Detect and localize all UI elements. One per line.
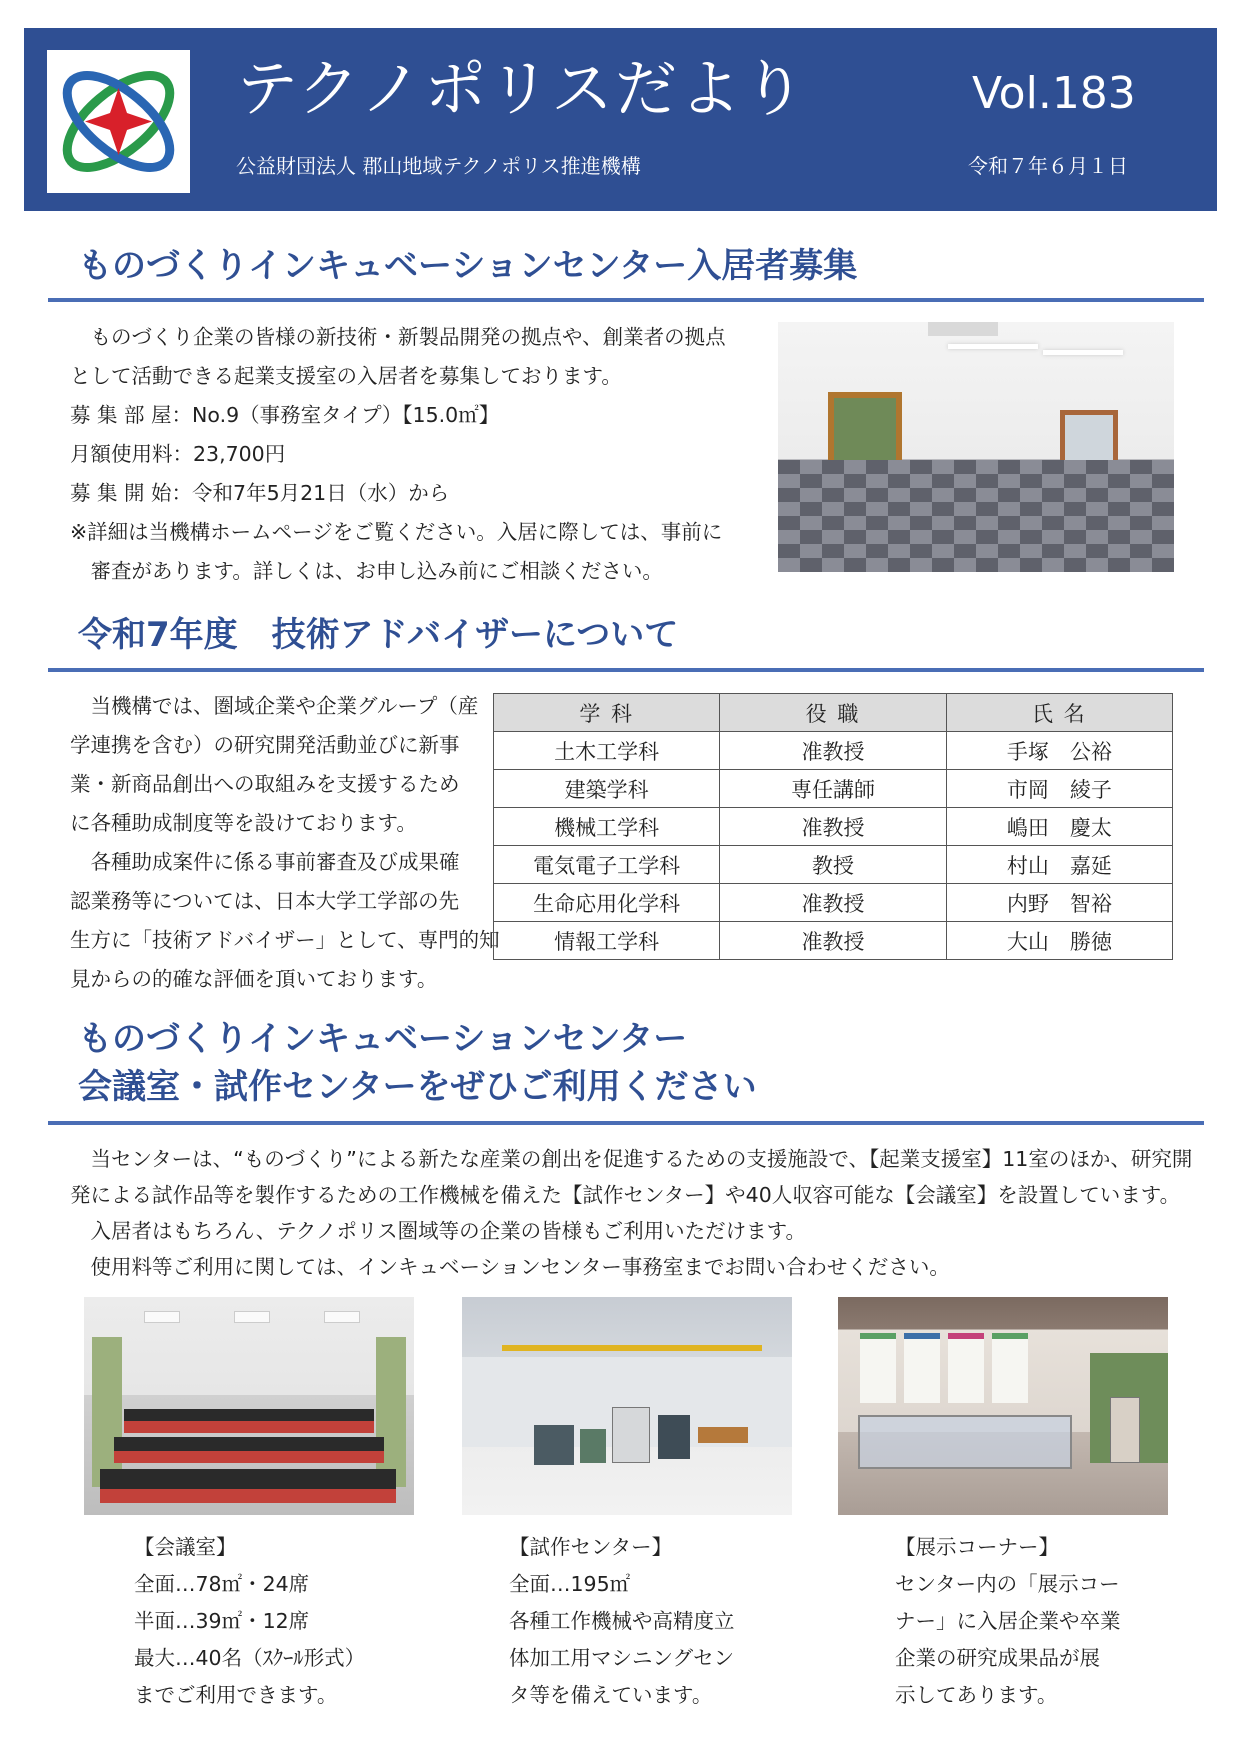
name-cell: 手塚 公裕 (946, 732, 1172, 770)
advisor-line: 各種助成案件に係る事前審査及び成果確 (70, 850, 460, 874)
position-cell: 准教授 (720, 808, 946, 846)
section-facilities-title-line1: ものづくりインキュベーションセンター (78, 1019, 688, 1059)
exhibition-corner-photo (838, 1297, 1168, 1515)
name-cell: 市岡 綾子 (946, 770, 1172, 808)
caption-line: 体加工用マシニングセン (509, 1646, 735, 1670)
section-incubation-recruitment-title: ものづくりインキュベーションセンター入居者募集 (78, 246, 858, 286)
department-cell: 土木工学科 (494, 732, 720, 770)
column-header-position: 役 職 (720, 694, 946, 732)
table-row (494, 922, 1173, 960)
table-row (494, 808, 1173, 846)
column-header-name: 氏 名 (946, 694, 1172, 732)
department-cell: 機械工学科 (494, 808, 720, 846)
recruitment-line: ものづくり企業の皆様の新技術・新製品開発の拠点や、創業者の拠点 (70, 325, 726, 349)
recruitment-room: 募 集 部 屋：No.9（事務室タイプ）【15.0㎡】 (70, 403, 500, 427)
recruitment-fee: 月額使用料：23,700円 (70, 442, 286, 466)
facilities-line: 使用料等ご利用に関しては、インキュベーションセンター事務室までお問い合わせください。 (70, 1255, 950, 1279)
name-cell: 村山 嘉延 (946, 846, 1172, 884)
advisor-line: 生方に「技術アドバイザー」として、専門的知 (70, 928, 500, 952)
prototype-center-caption (509, 1529, 735, 1714)
caption-heading: 【会議室】 (134, 1535, 237, 1559)
caption-line: までご利用できます。 (134, 1683, 338, 1707)
name-cell: 大山 勝徳 (946, 922, 1172, 960)
department-cell: 情報工学科 (494, 922, 720, 960)
position-cell: 教授 (720, 846, 946, 884)
caption-line: 示してあります。 (895, 1683, 1058, 1707)
table-header-row (494, 694, 1173, 732)
organization-logo (47, 50, 190, 193)
caption-line: 半面…39㎡・12席 (134, 1609, 310, 1633)
caption-heading: 【展示コーナー】 (895, 1535, 1059, 1559)
section-divider (48, 298, 1204, 302)
position-cell: 准教授 (720, 884, 946, 922)
department-cell: 建築学科 (494, 770, 720, 808)
advisor-line: に各種助成制度等を設けております。 (70, 811, 417, 835)
department-cell: 電気電子工学科 (494, 846, 720, 884)
advisor-line: 学連携を含む）の研究開発活動並びに新事 (70, 733, 460, 757)
conference-room-photo (84, 1297, 414, 1515)
prototype-center-photo (462, 1297, 792, 1515)
column-header-department: 学 科 (494, 694, 720, 732)
caption-line: 企業の研究成果品が展 (895, 1646, 1100, 1670)
volume-number: Vol.183 (972, 68, 1136, 119)
caption-line: 各種工作機械や高精度立 (509, 1609, 735, 1633)
department-cell: 生命応用化学科 (494, 884, 720, 922)
advisor-line: 当機構では、圏域企業や企業グループ（産 (70, 694, 479, 718)
facilities-line: 当センターは、“ものづくり”による新たな産業の創出を促進するための支援施設で、【起業支援室】11室のほか、研究開 (70, 1147, 1193, 1171)
recruitment-note: ※詳細は当機構ホームページをご覧ください。入居に際しては、事前に (70, 520, 723, 544)
facilities-line: 入居者はもちろん、テクノポリス圏域等の企業の皆様もご利用いただけます。 (70, 1219, 806, 1243)
conference-room-caption (134, 1529, 365, 1714)
table-row (494, 884, 1173, 922)
organization-name: 公益財団法人 郡山地域テクノポリス推進機構 (236, 154, 641, 178)
advisor-line: 業・新商品創出への取組みを支援するため (70, 772, 460, 796)
table-row (494, 770, 1173, 808)
table-row (494, 732, 1173, 770)
caption-line: 最大…40名（ｽｸｰﾙ形式） (134, 1646, 366, 1670)
issue-date: 令和７年６月１日 (968, 154, 1128, 178)
section-divider (48, 1121, 1204, 1125)
table-row (494, 846, 1173, 884)
technopolis-logo-icon (47, 50, 190, 193)
caption-heading: 【試作センター】 (509, 1535, 673, 1559)
section-facilities-title-line2: 会議室・試作センターをぜひご利用ください (78, 1067, 757, 1107)
advisor-line: 認業務等については、日本大学工学部の先 (70, 889, 460, 913)
caption-line: タ等を備えています。 (509, 1683, 713, 1707)
newsletter-title: テクノポリスだより (236, 52, 808, 125)
position-cell: 准教授 (720, 732, 946, 770)
name-cell: 嶋田 慶太 (946, 808, 1172, 846)
exhibition-corner-caption (895, 1529, 1121, 1714)
office-room-photo (778, 322, 1174, 572)
recruitment-line: として活動できる起業支援室の入居者を募集しております。 (70, 364, 622, 388)
caption-line: 全面…195㎡ (509, 1572, 631, 1596)
caption-line: ナー」に入居企業や卒業 (895, 1609, 1121, 1633)
recruitment-text (70, 318, 726, 591)
advisor-line: 見からの的確な評価を頂いております。 (70, 967, 438, 991)
section-technical-advisor-title: 令和7年度 技術アドバイザーについて (78, 615, 679, 655)
section-divider (48, 668, 1204, 672)
recruitment-note: 審査があります。詳しくは、お申し込み前にご相談ください。 (70, 559, 663, 583)
caption-line: センター内の「展示コー (895, 1572, 1120, 1596)
position-cell: 専任講師 (720, 770, 946, 808)
name-cell: 内野 智裕 (946, 884, 1172, 922)
advisor-table (493, 693, 1173, 960)
advisor-text (70, 687, 500, 999)
facilities-text (70, 1141, 1192, 1285)
recruitment-start: 募 集 開 始：令和7年5月21日（水）から (70, 481, 450, 505)
caption-line: 全面…78㎡・24席 (134, 1572, 310, 1596)
position-cell: 准教授 (720, 922, 946, 960)
facilities-line: 発による試作品等を製作するための工作機械を備えた【試作センター】や40人収容可能な【会議室】を設置しています。 (70, 1183, 1181, 1207)
